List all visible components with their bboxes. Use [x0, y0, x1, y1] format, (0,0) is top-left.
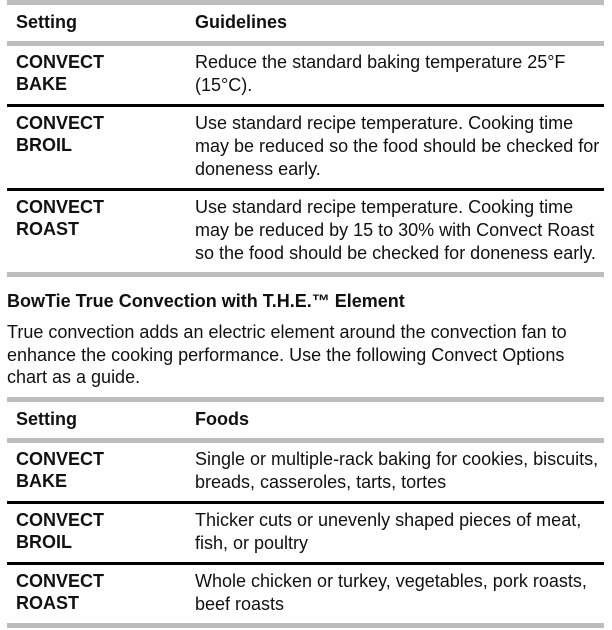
setting-line2: ROAST [16, 592, 79, 613]
table-bottom-rule [7, 623, 604, 628]
table-header-row [7, 5, 604, 41]
table-row [7, 107, 604, 188]
document-page [7, 0, 604, 628]
section-heading: BowTie True Convection with T.H.E.™ Element [7, 291, 405, 311]
foods-cell: Whole chicken or turkey, vegetables, pork roasts, beef roasts [195, 570, 587, 614]
setting-cell [7, 509, 195, 555]
table-row [7, 191, 604, 272]
setting-line1: CONVECT [16, 570, 105, 591]
table-row [7, 46, 604, 104]
setting-line2: ROAST [16, 219, 79, 239]
header-guidelines: Guidelines [195, 12, 288, 32]
table-row [7, 504, 604, 562]
setting-cell [7, 196, 195, 265]
setting-line2: BAKE [16, 74, 68, 94]
table-row [7, 565, 604, 623]
setting-cell [7, 448, 195, 494]
setting-line1: CONVECT [16, 509, 105, 530]
setting-line1: CONVECT [16, 52, 105, 72]
setting-cell [7, 570, 195, 616]
table-row [7, 443, 604, 501]
foods-cell: Single or multiple-rack baking for cookies, biscuits, breads, casseroles, tarts, tortes [195, 448, 599, 492]
setting-cell [7, 112, 195, 181]
guideline-cell: Reduce the standard baking temperature 25°F (15°C). [195, 52, 566, 95]
setting-cell [7, 51, 195, 97]
table-header-row [7, 402, 604, 438]
setting-line1: CONVECT [16, 113, 105, 133]
setting-line1: CONVECT [16, 448, 105, 469]
section-paragraph: True convection adds an electric element around the convection fan to enhance the cooking performance. Use the following Convect Options chart as a guide. [7, 322, 567, 387]
setting-line2: BROIL [16, 531, 72, 552]
header-foods: Foods [195, 408, 249, 429]
header-setting: Setting [16, 408, 77, 429]
setting-line2: BROIL [16, 135, 72, 155]
guideline-cell: Use standard recipe temperature. Cooking time may be reduced by 15 to 30% with Convect Roast so the food should be checked for doneness early. [195, 197, 596, 263]
setting-line1: CONVECT [16, 197, 105, 217]
guideline-cell: Use standard recipe temperature. Cooking time may be reduced so the food should be checked for doneness early. [195, 113, 600, 179]
foods-table [7, 397, 604, 628]
foods-cell: Thicker cuts or unevenly shaped pieces of meat, fish, or poultry [195, 509, 582, 553]
header-setting: Setting [16, 12, 77, 32]
setting-line2: BAKE [16, 470, 68, 491]
guidelines-table [7, 0, 604, 277]
